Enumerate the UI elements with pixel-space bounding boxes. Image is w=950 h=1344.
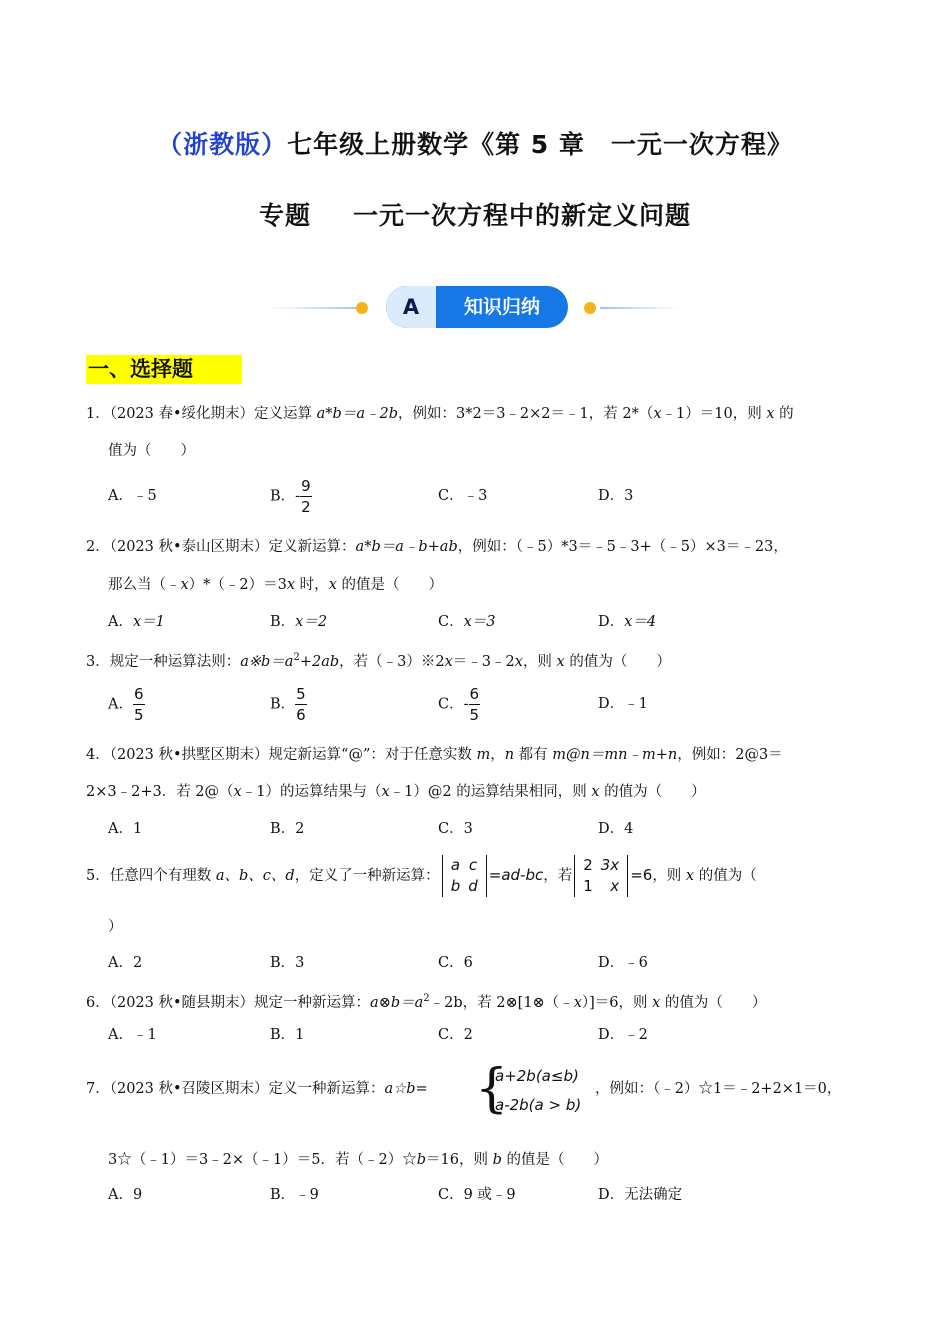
question-3: 3．规定一种运算法则：$a※b=a^2+2ab$，若（﹣3）※2x＝﹣3﹣2x，则 x 的值为（ ）	[86, 652, 671, 670]
q5-option-c: C．6	[438, 955, 473, 971]
determinant-equation: 2 3x 1 x	[574, 855, 628, 897]
q2-option-d: D．x＝4	[598, 614, 657, 630]
piecewise-definition	[475, 1059, 595, 1123]
section-heading: 一、选择题	[86, 355, 242, 384]
q5-option-b: B．3	[270, 955, 305, 971]
q2-option-b: B．x＝2	[270, 614, 328, 630]
q1-option-a: A．﹣5	[108, 488, 157, 504]
q3-option-b: B． $\frac{5}{6}$	[270, 685, 306, 724]
q1-option-c: C．﹣3	[438, 488, 488, 504]
question-5: 5．任意四个有理数 a、b、c、d，定义了一种新运算： a c b d =ad-bc，若 2 3x 1 x =6，则 x 的值为（	[86, 856, 757, 895]
topic-label: 专题	[258, 201, 311, 230]
banner-line-left	[270, 307, 362, 309]
question-2-line-2: 那么当（﹣x）*（﹣2）＝3x 时，x 的值是（ ）	[108, 577, 443, 593]
banner-pill	[386, 286, 568, 328]
question-5-line-2: ）	[108, 919, 123, 935]
q3-option-a: A． $\frac{6}{5}$	[108, 685, 144, 724]
question-7-example: ，例如：（﹣2）☆1＝﹣2+2×1＝0，	[595, 1081, 842, 1097]
q4-option-d: D．4	[598, 821, 634, 837]
q4-option-b: B．2	[270, 821, 305, 837]
q4-option-a: A．1	[108, 821, 143, 837]
q1-option-b: B．- $\frac{9}{2}$	[270, 477, 311, 516]
determinant-general: a c b d	[442, 855, 487, 897]
question-6: 6．（2023 秋•随县期末）规定一种新运算：$a\otimes b=a^2﹣2b$，若 2⊗[1⊗（﹣x）]＝6，则 x 的值为（ ）	[86, 993, 767, 1011]
q1-option-d: D．3	[598, 488, 634, 504]
question-7-line-2: 3☆（﹣1）＝3﹣2×（﹣1）＝5．若（﹣2）☆b＝16，则 b 的值是（ ）	[108, 1152, 608, 1168]
q7-option-a: A．9	[108, 1187, 143, 1203]
question-4: 4．（2023 秋•拱墅区期末）规定新运算“@”：对于任意实数 m，n 都有 m@n＝mn﹣m+n，例如：2@3＝	[86, 747, 783, 763]
q6-option-a: A．﹣1	[108, 1027, 157, 1043]
q2-option-a: A．x＝1	[108, 614, 165, 630]
title-text: 七年级上册数学《第 5 章 一元一次方程》	[287, 130, 793, 159]
banner-dot-left	[356, 302, 368, 314]
q7-option-c: C．9 或﹣9	[438, 1187, 516, 1203]
q3-option-d: D．﹣1	[598, 696, 648, 712]
document-title	[0, 125, 950, 161]
q6-option-c: C．2	[438, 1027, 473, 1043]
topic-text: 一元一次方程中的新定义问题	[353, 201, 692, 230]
question-4-line-2: 2×3﹣2+3．若 2@（x﹣1）的运算结果与（x﹣1）@2 的运算结果相同，则 x 的值为（ ）	[86, 784, 706, 800]
banner-label: 知识归纳	[463, 296, 540, 318]
question-1: 1．（2023 春•绥化期末）定义运算 a*b＝a﹣2b，例如：3*2＝3﹣2×2＝﹣1，若 2*（x﹣1）＝10，则 x 的	[86, 406, 794, 422]
left-brace: {	[475, 1059, 509, 1119]
section-banner	[270, 283, 680, 331]
q5-option-a: A．2	[108, 955, 143, 971]
banner-dot-right	[584, 302, 596, 314]
banner-letter: A	[386, 286, 436, 328]
q4-option-c: C．3	[438, 821, 473, 837]
q3-option-c: C．- $\frac{6}{5}$	[438, 685, 480, 724]
banner-line-right	[600, 307, 680, 309]
q2-option-c: C．x＝3	[438, 614, 496, 630]
q6-option-d: D．﹣2	[598, 1027, 648, 1043]
q6-option-b: B．1	[270, 1027, 305, 1043]
q5-option-d: D．﹣6	[598, 955, 648, 971]
question-7: 7．（2023 秋•召陵区期末）定义一种新运算：a☆b=	[86, 1081, 428, 1097]
q7-option-b: B．﹣9	[270, 1187, 319, 1203]
question-1-line-2: 值为（ ）	[108, 443, 195, 459]
question-2: 2．（2023 秋•泰山区期末）定义新运算：a*b＝a﹣b+ab，例如：（﹣5）*3＝﹣5﹣3+（﹣5）×3＝﹣23，	[86, 539, 788, 555]
publisher-label: （浙教版）	[157, 130, 288, 159]
case-1: a+2b(a≤b)	[495, 1067, 579, 1085]
topic-title	[0, 196, 950, 232]
q7-option-d: D．无法确定	[598, 1187, 683, 1203]
case-2: a-2b(a > b)	[495, 1096, 582, 1114]
